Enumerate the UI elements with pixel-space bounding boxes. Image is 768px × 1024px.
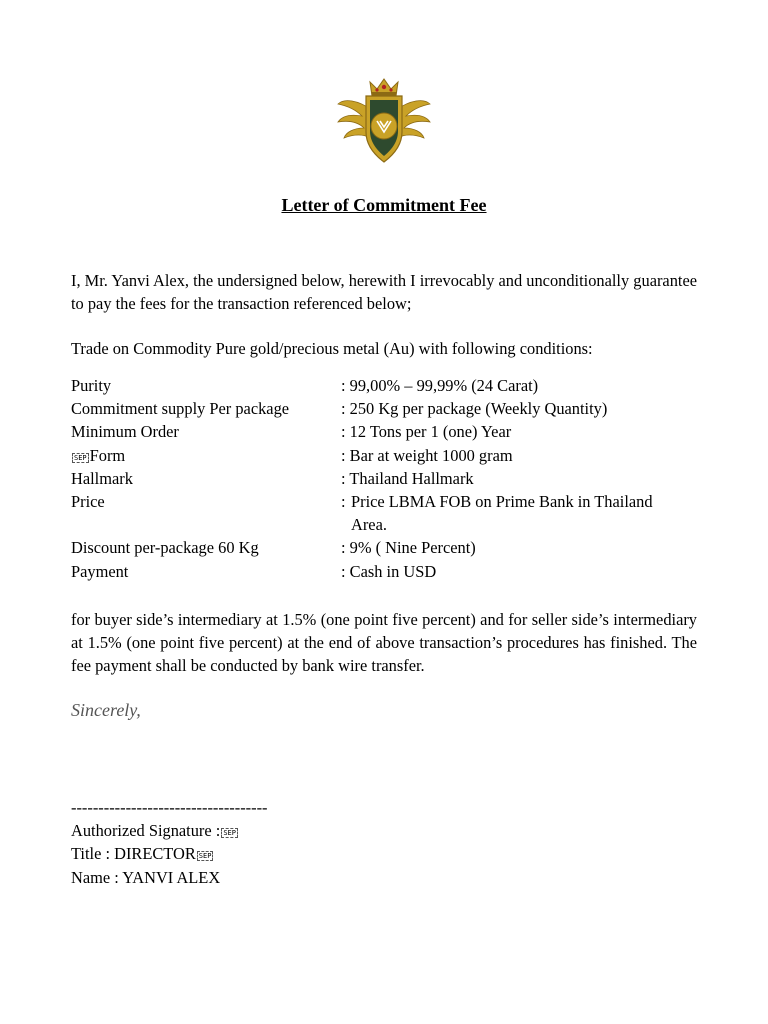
trade-line: Trade on Commodity Pure gold/precious metal (Au) with following conditions: [71,339,593,358]
condition-value: Price LBMA FOB on Prime Bank in Thailand Area. [351,491,653,534]
condition-label: Commitment supply Per package [71,399,290,419]
fee-paragraph: for buyer side’s intermediary at 1.5% (one point five percent) and for seller side’s intermediary at 1.5% (one point five percent) at the end of above transaction’s procedures has finished. The fee payment shall be conducted by bank wire transfer. [71,610,697,675]
condition-label: Purity [71,376,112,395]
crest-icon [334,70,434,170]
sep-glyph: SEP [74,453,87,462]
letter-title: Letter of Commitment Fee [281,195,487,215]
company-crest-logo [334,70,434,170]
conditions-list [71,374,711,583]
intro-paragraph: I, Mr. Yanvi Alex, the undersigned below, herewith I irrevocably and unconditionally guarantee to pay the fees for the transaction referenced below; [71,271,697,313]
closing-salutation: Sincerely, [71,700,141,720]
signature-line: ------------------------------------ [71,798,268,817]
condition-value: : Thailand Hallmark [341,468,474,488]
condition-label: Minimum Order [71,422,179,442]
condition-value: : Bar at weight 1000 gram [341,445,513,465]
condition-label: Form [89,445,126,465]
condition-label: Discount per-package 60 Kg [71,538,259,558]
authorized-signature-label: Authorized Signature : [71,821,221,841]
sep-glyph: SEP [223,829,236,838]
condition-value: : 250 Kg per package (Weekly Quantity) [341,399,608,419]
condition-row-hallmark [71,467,711,490]
condition-row-payment [71,560,711,583]
condition-label: Price [71,491,105,511]
condition-label: Hallmark [71,468,133,488]
sep-glyph: SEP [198,852,212,861]
condition-value: : 9% ( Nine Percent) [341,538,476,558]
title-line [71,842,268,865]
condition-row-form [71,444,711,467]
authorized-signature-line [71,819,268,842]
signer-title: Title : DIRECTOR [71,844,196,864]
condition-row-commitment [71,397,711,420]
signer-name: Name : YANVI ALEX [71,867,221,887]
condition-value: : Cash in USD [341,561,437,581]
condition-value: : 99,00% – 99,99% (24 Carat) [341,376,539,395]
condition-colon: : [341,491,346,511]
condition-value: : 12 Tons per 1 (one) Year [341,422,512,442]
condition-row-minimum-order [71,420,711,443]
condition-label-wrap [71,444,125,467]
signature-block [71,796,268,889]
condition-row-price [71,490,711,536]
condition-row-discount [71,536,711,559]
condition-label: Payment [71,561,129,581]
condition-row-purity [71,374,711,397]
